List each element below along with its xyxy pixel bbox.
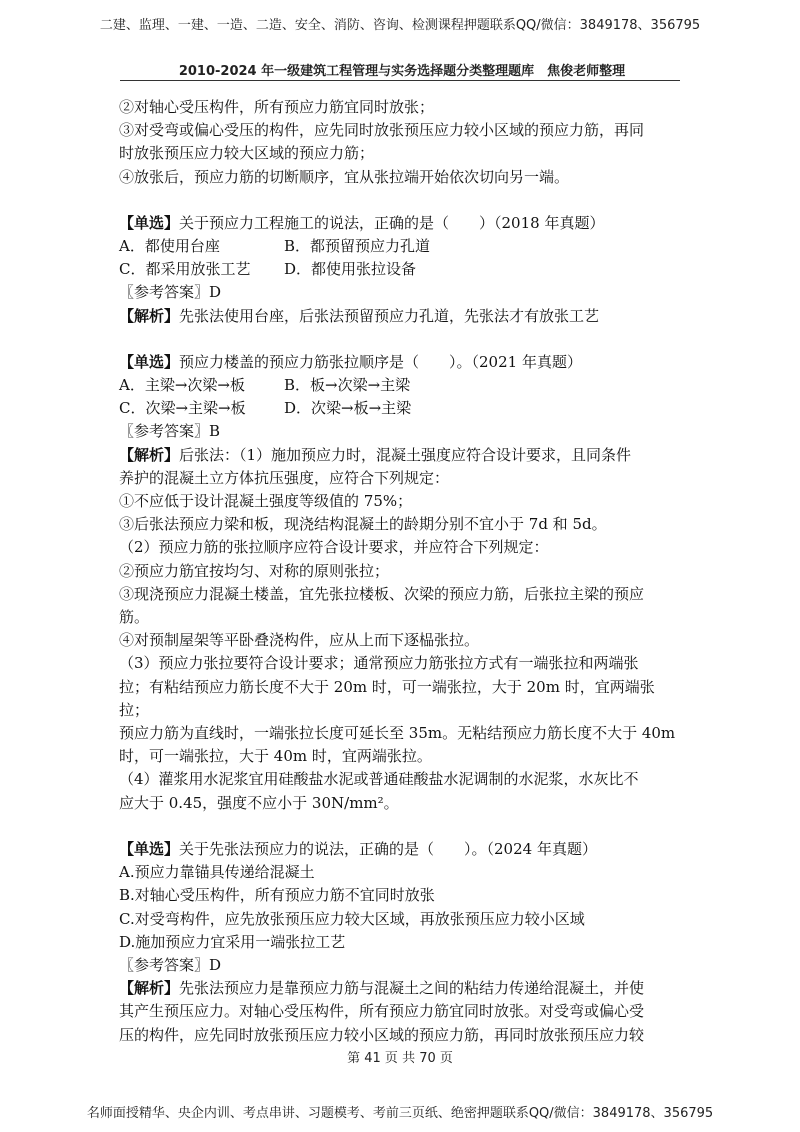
option: C．都采用放张工艺	[119, 260, 251, 279]
top-banner: 二建、监理、一建、一造、二造、安全、消防、咨询、检测课程押题联系QQ/微信：3849178、356795	[99, 18, 701, 33]
analysis-line: 【解析】后张法：（1）施加预应力时，混凝土强度应符合设计要求，且同条件	[119, 445, 632, 464]
analysis-line: 拉；有粘结预应力筋长度不大于 20m 时，可一端张拉，大于 20m 时，宜两端张拉；	[119, 677, 655, 719]
bottom-banner: 名师面授精华、央企内训、考点串讲、习题模考、考前三页纸、绝密押题联系QQ/微信：3849178、356795	[86, 1106, 714, 1121]
option: D．都使用张拉设备	[284, 260, 417, 279]
header-divider	[120, 80, 680, 81]
option: C．次梁→主梁→板	[119, 399, 246, 418]
analysis-line: 应大于 0.45，强度不应小于 30N/mm²。	[119, 793, 399, 812]
intro-line: 时放张预压应力较大区域的预应力筋；	[119, 144, 375, 163]
options-row	[119, 397, 684, 420]
analysis-tag: 【解析】	[119, 445, 180, 464]
analysis-line: 其产生预压应力。对轴心受压构件，所有预应力筋宜同时放张。对受弯或偏心受	[119, 1002, 645, 1021]
options-row	[119, 258, 684, 281]
analysis-tag: 【解析】	[119, 979, 180, 998]
options-row	[119, 374, 684, 397]
options-row	[119, 235, 684, 258]
option: A.预应力靠锚具传递给混凝土	[119, 863, 315, 882]
question-tag: 【单选】	[119, 839, 180, 858]
analysis-line: 【解析】先张法预应力是靠预应力筋与混凝土之间的粘结力传递给混凝土，并使	[119, 979, 645, 998]
question-stem: 【单选】预应力楼盖的预应力筋张拉顺序是（ ）。（2021 年真题）	[119, 352, 582, 371]
question-stem: 【单选】关于先张法预应力的说法，正确的是（ ）。（2024 年真题）	[119, 839, 597, 858]
analysis: 【解析】先张法使用台座，后张法预留预应力孔道，先张法才有放张工艺	[119, 306, 600, 325]
intro-line: ④放张后，预应力筋的切断顺序，宜从张拉端开始依次切向另一端。	[119, 167, 570, 186]
analysis-line: ②预应力筋宜按均匀、对称的原则张拉；	[119, 561, 390, 580]
option: D．次梁→板→主梁	[284, 399, 412, 418]
answer: 〖参考答案〗D	[119, 955, 222, 974]
question-tag: 【单选】	[119, 213, 180, 232]
answer: 〖参考答案〗B	[119, 422, 221, 441]
intro-line: ②对轴心受压构件，所有预应力筋宜同时放张；	[119, 98, 435, 116]
analysis-line: 预应力筋为直线时，一端张拉长度可延长至 35m。无粘结预应力筋长度不大于 40m	[119, 724, 676, 743]
option: D.施加预应力宜采用一端张拉工艺	[119, 932, 346, 951]
analysis-line: （4）灌浆用水泥浆宜用硅酸盐水泥或普通硅酸盐水泥调制的水泥浆，水灰比不	[119, 770, 639, 789]
option: B.对轴心受压构件，所有预应力筋不宜同时放张	[119, 886, 435, 905]
option: A．主梁→次梁→板	[119, 376, 245, 395]
analysis-line: （3）预应力张拉要符合设计要求；通常预应力筋张拉方式有一端张拉和两端张	[119, 654, 639, 673]
option: B．板→次梁→主梁	[284, 376, 411, 395]
analysis-line: ④对预制屋架等平卧叠浇构件，应从上而下逐榀张拉。	[119, 631, 480, 650]
question-tag: 【单选】	[119, 352, 180, 371]
option: A．都使用台座	[119, 237, 220, 256]
analysis-line: 时，可一端张拉，大于 40m 时，宜两端张拉。	[119, 747, 432, 766]
analysis-tag: 【解析】	[119, 306, 180, 325]
page-content	[119, 96, 684, 1047]
analysis-line: ③现浇预应力混凝土楼盖，宜先张拉楼板、次梁的预应力筋，后张拉主梁的预应	[119, 584, 645, 603]
answer: 〖参考答案〗D	[119, 283, 222, 302]
intro-line: ③对受弯或偏心受压的构件，应先同时放张预压应力较小区域的预应力筋，再同	[119, 121, 645, 140]
analysis-line: ①不应低于设计混凝土强度等级值的 75%；	[119, 492, 413, 511]
analysis-line: 筋。	[119, 608, 150, 627]
analysis-line: ③后张法预应力梁和板，现浇结构混凝土的龄期分别不宜小于 7d 和 5d。	[119, 515, 607, 534]
page-number: 第 41 页 共 70 页	[347, 1051, 453, 1066]
question-stem: 【单选】关于预应力工程施工的说法，正确的是（ ）（2018 年真题）	[119, 213, 605, 232]
option: B．都预留预应力孔道	[284, 237, 431, 256]
document-header: 2010-2024 年一级建筑工程管理与实务选择题分类整理题库 焦俊老师整理	[178, 64, 626, 79]
analysis-line: 压的构件，应先同时放张预压应力较小区域的预应力筋，再同时放张预压应力较	[119, 1025, 645, 1044]
option: C.对受弯构件，应先放张预压应力较大区域，再放张预压应力较小区域	[119, 909, 585, 928]
analysis-line: 养护的混凝土立方体抗压强度，应符合下列规定：	[119, 468, 450, 487]
analysis-line: （2）预应力筋的张拉顺序应符合设计要求，并应符合下列规定：	[119, 538, 549, 557]
